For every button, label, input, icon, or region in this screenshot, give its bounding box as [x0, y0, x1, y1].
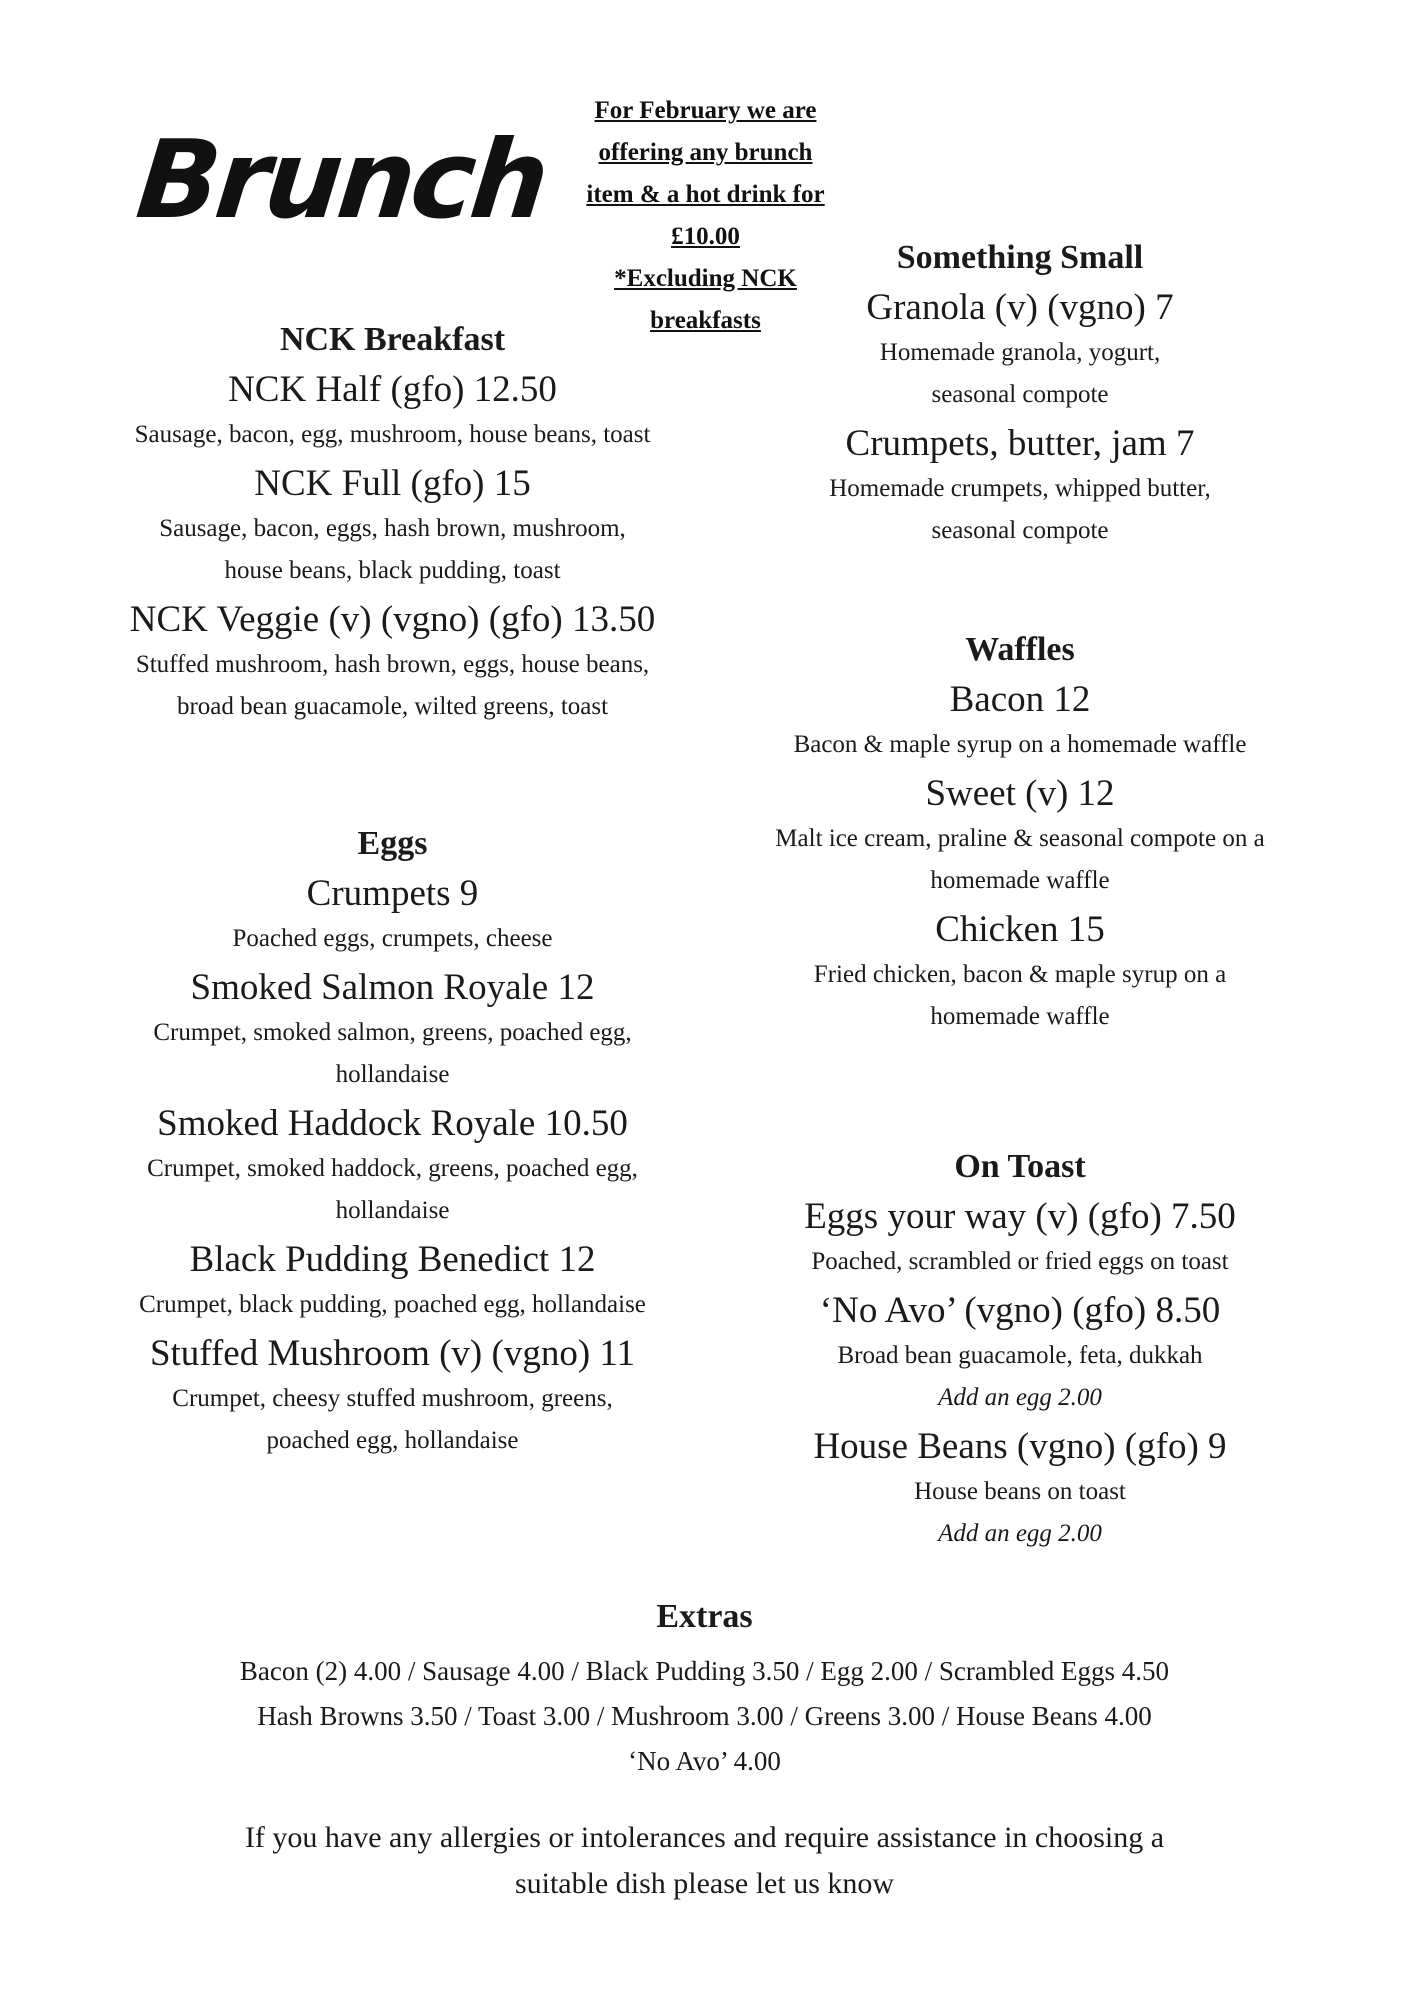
menu-item-desc: broad bean guacamole, wilted greens, toast	[176, 693, 609, 720]
menu-item-desc: seasonal compote	[931, 517, 1109, 544]
section-something-small	[700, 236, 1340, 552]
allergy-line: suitable dish please let us know	[514, 1867, 895, 1900]
extras-line: ‘No Avo’ 4.00	[628, 1746, 781, 1776]
menu-item-desc: house beans, black pudding, toast	[224, 557, 561, 584]
menu-item-name: Crumpets 9	[306, 873, 479, 914]
menu-item-name: Crumpets, butter, jam 7	[845, 423, 1195, 464]
section-title: On Toast	[954, 1148, 1086, 1185]
menu-item-note: Add an egg 2.00	[938, 1520, 1102, 1547]
promo-line: £10.00	[671, 223, 740, 250]
section-eggs	[40, 822, 745, 1462]
menu-item-desc: homemade waffle	[930, 867, 1110, 894]
menu-item-desc: poached egg, hollandaise	[266, 1427, 519, 1454]
menu-item-desc: House beans on toast	[914, 1478, 1126, 1505]
menu-item-desc: Poached eggs, crumpets, cheese	[232, 925, 553, 952]
section-title: Eggs	[357, 825, 428, 862]
section-nck-breakfast	[40, 318, 745, 728]
menu-item-desc: hollandaise	[335, 1061, 450, 1088]
menu-item-desc: Sausage, bacon, egg, mushroom, house beans, toast	[134, 421, 651, 448]
menu-item-desc: Broad bean guacamole, feta, dukkah	[837, 1342, 1203, 1369]
menu-item-name: NCK Full (gfo) 15	[254, 463, 531, 504]
menu-item-name: Smoked Haddock Royale 10.50	[157, 1103, 628, 1144]
allergy-notice	[0, 1815, 1409, 1907]
menu-item-desc: Bacon & maple syrup on a homemade waffle	[793, 731, 1247, 758]
menu-item-desc: hollandaise	[335, 1197, 450, 1224]
promo-line: offering any brunch	[598, 139, 813, 166]
section-title: Waffles	[965, 631, 1075, 668]
extras-line: Bacon (2) 4.00 / Sausage 4.00 / Black Pudding 3.50 / Egg 2.00 / Scrambled Eggs 4.50	[239, 1656, 1170, 1686]
section-title: Something Small	[896, 239, 1144, 276]
section-on-toast	[700, 1145, 1340, 1555]
allergy-line: If you have any allergies or intolerances and require assistance in choosing a	[244, 1821, 1165, 1854]
menu-item-name: Eggs your way (v) (gfo) 7.50	[804, 1196, 1236, 1237]
menu-item-name: Stuffed Mushroom (v) (vgno) 11	[149, 1333, 636, 1374]
menu-item-desc: Homemade crumpets, whipped butter,	[829, 475, 1211, 502]
menu-item-name: NCK Half (gfo) 12.50	[228, 369, 557, 410]
menu-item-name: Granola (v) (vgno) 7	[866, 287, 1174, 328]
promo-line: breakfasts	[650, 307, 761, 334]
menu-item-name: ‘No Avo’ (vgno) (gfo) 8.50	[819, 1290, 1221, 1331]
promo-line: *Excluding NCK	[614, 265, 797, 292]
menu-item-name: House Beans (vgno) (gfo) 9	[813, 1426, 1227, 1467]
extras-line: Hash Browns 3.50 / Toast 3.00 / Mushroom 3.00 / Greens 3.00 / House Beans 4.00	[257, 1701, 1152, 1731]
menu-item-desc: Malt ice cream, praline & seasonal compote on a	[775, 825, 1265, 852]
menu-item-desc: Crumpet, smoked haddock, greens, poached egg,	[147, 1155, 638, 1182]
menu-item-name: Black Pudding Benedict 12	[189, 1239, 596, 1280]
section-extras	[0, 1595, 1409, 1784]
menu-item-name: Chicken 15	[935, 909, 1105, 950]
menu-item-name: Bacon 12	[949, 679, 1091, 720]
section-title: NCK Breakfast	[279, 321, 506, 358]
menu-title: Brunch	[131, 118, 551, 243]
promo-line: For February we are	[594, 97, 817, 124]
menu-item-desc: Homemade granola, yogurt,	[879, 339, 1161, 366]
promo-line: item & a hot drink for	[586, 181, 825, 208]
section-title: Extras	[656, 1598, 753, 1635]
menu-item-desc: Poached, scrambled or fried eggs on toast	[811, 1248, 1229, 1275]
menu-item-desc: Stuffed mushroom, hash brown, eggs, house beans,	[135, 651, 650, 678]
menu-item-desc: Sausage, bacon, eggs, hash brown, mushroom,	[159, 515, 626, 542]
menu-item-desc: Crumpet, cheesy stuffed mushroom, greens,	[172, 1385, 613, 1412]
menu-item-desc: Crumpet, smoked salmon, greens, poached egg,	[153, 1019, 632, 1046]
menu-item-desc: homemade waffle	[930, 1003, 1110, 1030]
menu-item-desc: Crumpet, black pudding, poached egg, hollandaise	[139, 1291, 646, 1318]
section-waffles	[700, 628, 1340, 1038]
menu-item-desc: Fried chicken, bacon & maple syrup on a	[813, 961, 1227, 988]
menu-item-desc: seasonal compote	[931, 381, 1109, 408]
menu-item-name: Sweet (v) 12	[925, 773, 1115, 814]
menu-item-name: NCK Veggie (v) (vgno) (gfo) 13.50	[129, 599, 656, 640]
menu-item-note: Add an egg 2.00	[938, 1384, 1102, 1411]
menu-item-name: Smoked Salmon Royale 12	[190, 967, 595, 1008]
